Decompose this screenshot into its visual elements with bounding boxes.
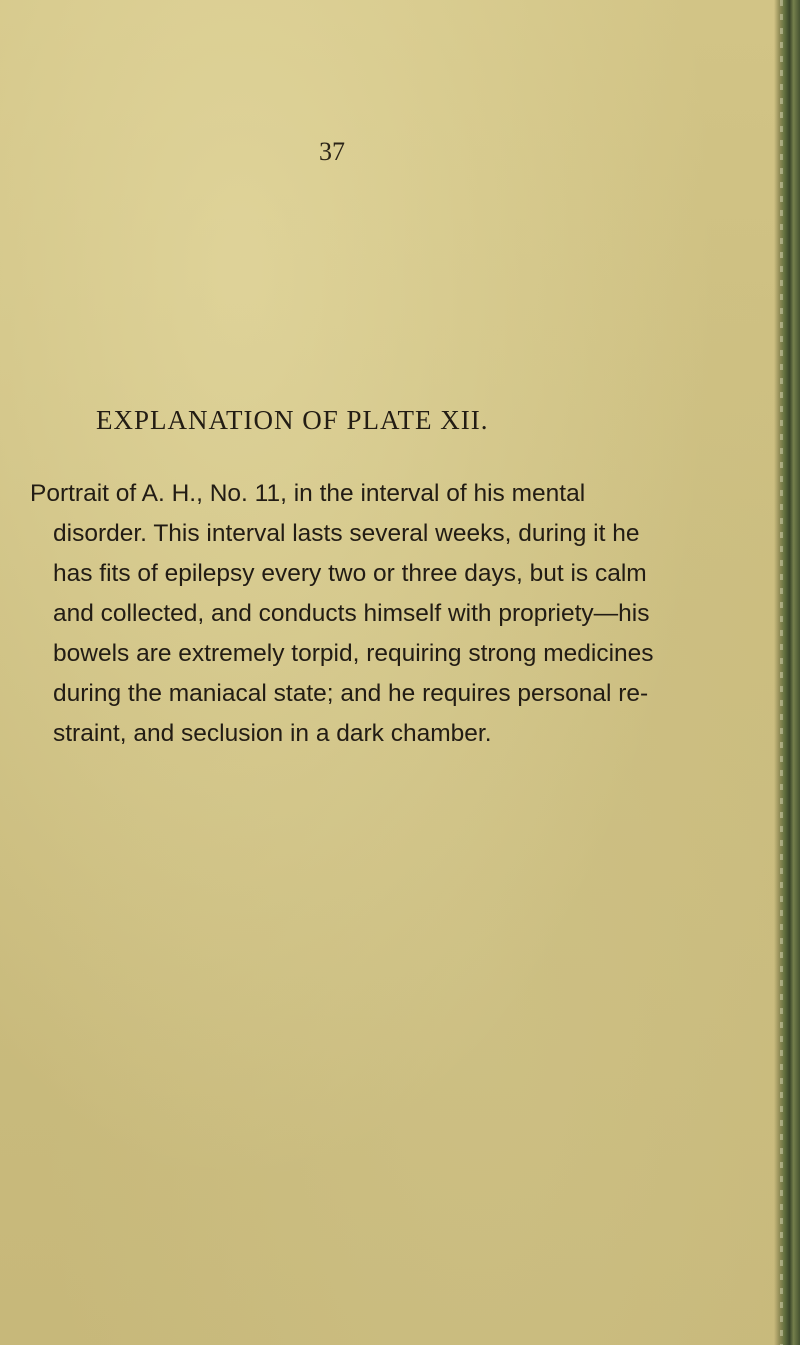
page-binding-edge <box>774 0 800 1345</box>
paragraph-line: bowels are extremely torpid, requiring strong medicines <box>53 640 654 667</box>
paragraph-line: during the maniacal state; and he requires personal re- <box>53 680 649 707</box>
paragraph-line: Portrait of A. H., No. 11, in the interval of his mental <box>30 480 586 507</box>
paragraph-line: and collected, and conducts himself with propriety—his <box>53 600 650 627</box>
page-number: 37 <box>319 137 345 166</box>
paragraph-line: disorder. This interval lasts several weeks, during it he <box>53 520 640 547</box>
paragraph-line: has fits of epilepsy every two or three days, but is calm <box>53 560 647 587</box>
plate-heading: EXPLANATION OF PLATE XII. <box>96 405 489 435</box>
paragraph-line: straint, and seclusion in a dark chamber. <box>53 720 492 747</box>
